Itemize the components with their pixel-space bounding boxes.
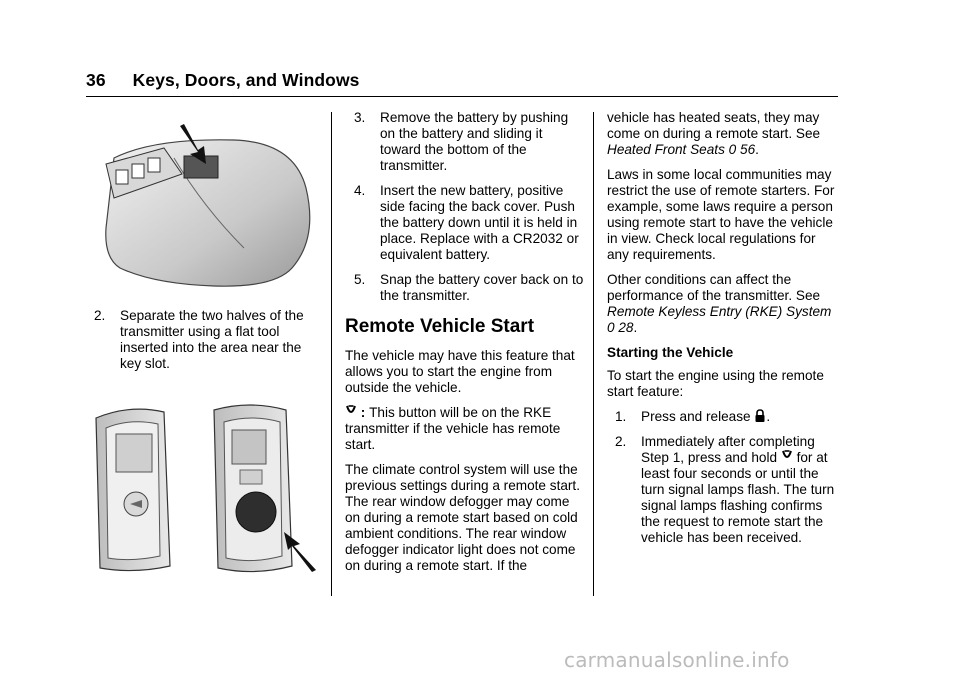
remote-start-icon	[781, 450, 793, 464]
list-item	[354, 183, 586, 263]
step-text: Immediately after completing Step 1, press and hold	[641, 434, 815, 465]
xref-link[interactable]	[607, 142, 755, 157]
paragraph: Laws in some local communities may restrict the use of remote starters. For example, some laws require a person using remote start to have the vehicle in view. Check local regulations for any requirements.	[607, 167, 835, 262]
section-title: Keys, Doors, and Windows	[132, 70, 360, 90]
column-2	[354, 110, 586, 313]
step-text-continued: for at least four seconds or until the turn signal lamps flash. The turn signal lamps flashing confirms the request to remote start the vehicle has been received.	[641, 450, 835, 545]
xref-link[interactable]	[607, 304, 831, 335]
step-text: Separate the two halves of the transmitter using a flat tool inserted into the area near the key slot.	[120, 308, 304, 371]
subheading: Starting the Vehicle	[607, 345, 734, 360]
step-number: 1.	[615, 409, 627, 424]
remote-start-colon: :	[357, 405, 370, 420]
column-divider-2	[593, 112, 594, 596]
xref-page: 28	[618, 320, 634, 335]
watermark: carmanualsonline.info	[564, 648, 790, 672]
header-rule	[86, 96, 838, 97]
paragraph-end: .	[633, 320, 638, 335]
paragraph: To start the engine using the remote start feature:	[607, 368, 824, 399]
transmitter-closed-illustration	[94, 118, 322, 292]
xref-arrow-icon: 0	[607, 320, 615, 335]
paragraph-text: Other conditions can affect the performance of the transmitter. See	[607, 272, 821, 303]
column-divider-1	[331, 112, 332, 596]
paragraph-text: vehicle has heated seats, they may come on during a remote start. See	[607, 110, 821, 141]
step-number: 2.	[615, 434, 627, 449]
step-text: Remove the battery by pushing on the battery and sliding it toward the bottom of the transmitter.	[380, 110, 569, 173]
list-item	[94, 308, 320, 372]
paragraph	[607, 272, 839, 336]
step-number: 5.	[354, 272, 366, 287]
column-1	[94, 308, 320, 381]
step-text: Insert the new battery, positive side facing the back cover. Push the battery down until it is held in place. Replace with a CR2032 or equivalent battery.	[380, 183, 579, 262]
step-text: Press and release	[641, 409, 755, 424]
paragraph-text: This button will be on the RKE transmitter if the vehicle has remote start.	[345, 405, 561, 452]
xref-title: Remote Keyless Entry (RKE) System	[607, 304, 832, 319]
paragraph: The climate control system will use the previous settings during a remote start. The rear window defogger may come on during a remote start based on cold ambient conditions. The rear window defogger indicator light does not come on during a remote start. If the	[345, 462, 580, 573]
remote-start-icon	[345, 405, 357, 419]
step-text: Snap the battery cover back on to the transmitter.	[380, 272, 584, 303]
lock-icon	[754, 409, 766, 423]
list-item	[615, 434, 839, 546]
page-header	[86, 70, 360, 91]
list-item	[354, 110, 586, 174]
paragraph-end: .	[755, 142, 759, 157]
list-item	[615, 409, 839, 425]
page-number: 36	[86, 70, 106, 90]
step-end: .	[766, 409, 771, 424]
step-number: 3.	[354, 110, 366, 125]
transmitter-open-illustration	[90, 400, 320, 576]
step-number: 4.	[354, 183, 366, 198]
xref-arrow-icon: 0	[728, 142, 737, 157]
xref-page: 56	[740, 142, 756, 157]
xref-title: Heated Front Seats	[607, 142, 725, 157]
step-number: 2.	[94, 308, 106, 323]
paragraph	[607, 110, 839, 158]
section-heading: Remote Vehicle Start	[345, 316, 535, 337]
column-3	[607, 110, 839, 555]
paragraph: The vehicle may have this feature that allows you to start the engine from outside the vehicle.	[345, 348, 575, 395]
list-item	[354, 272, 586, 304]
paragraph	[345, 405, 585, 453]
column-2-lower	[345, 302, 585, 583]
